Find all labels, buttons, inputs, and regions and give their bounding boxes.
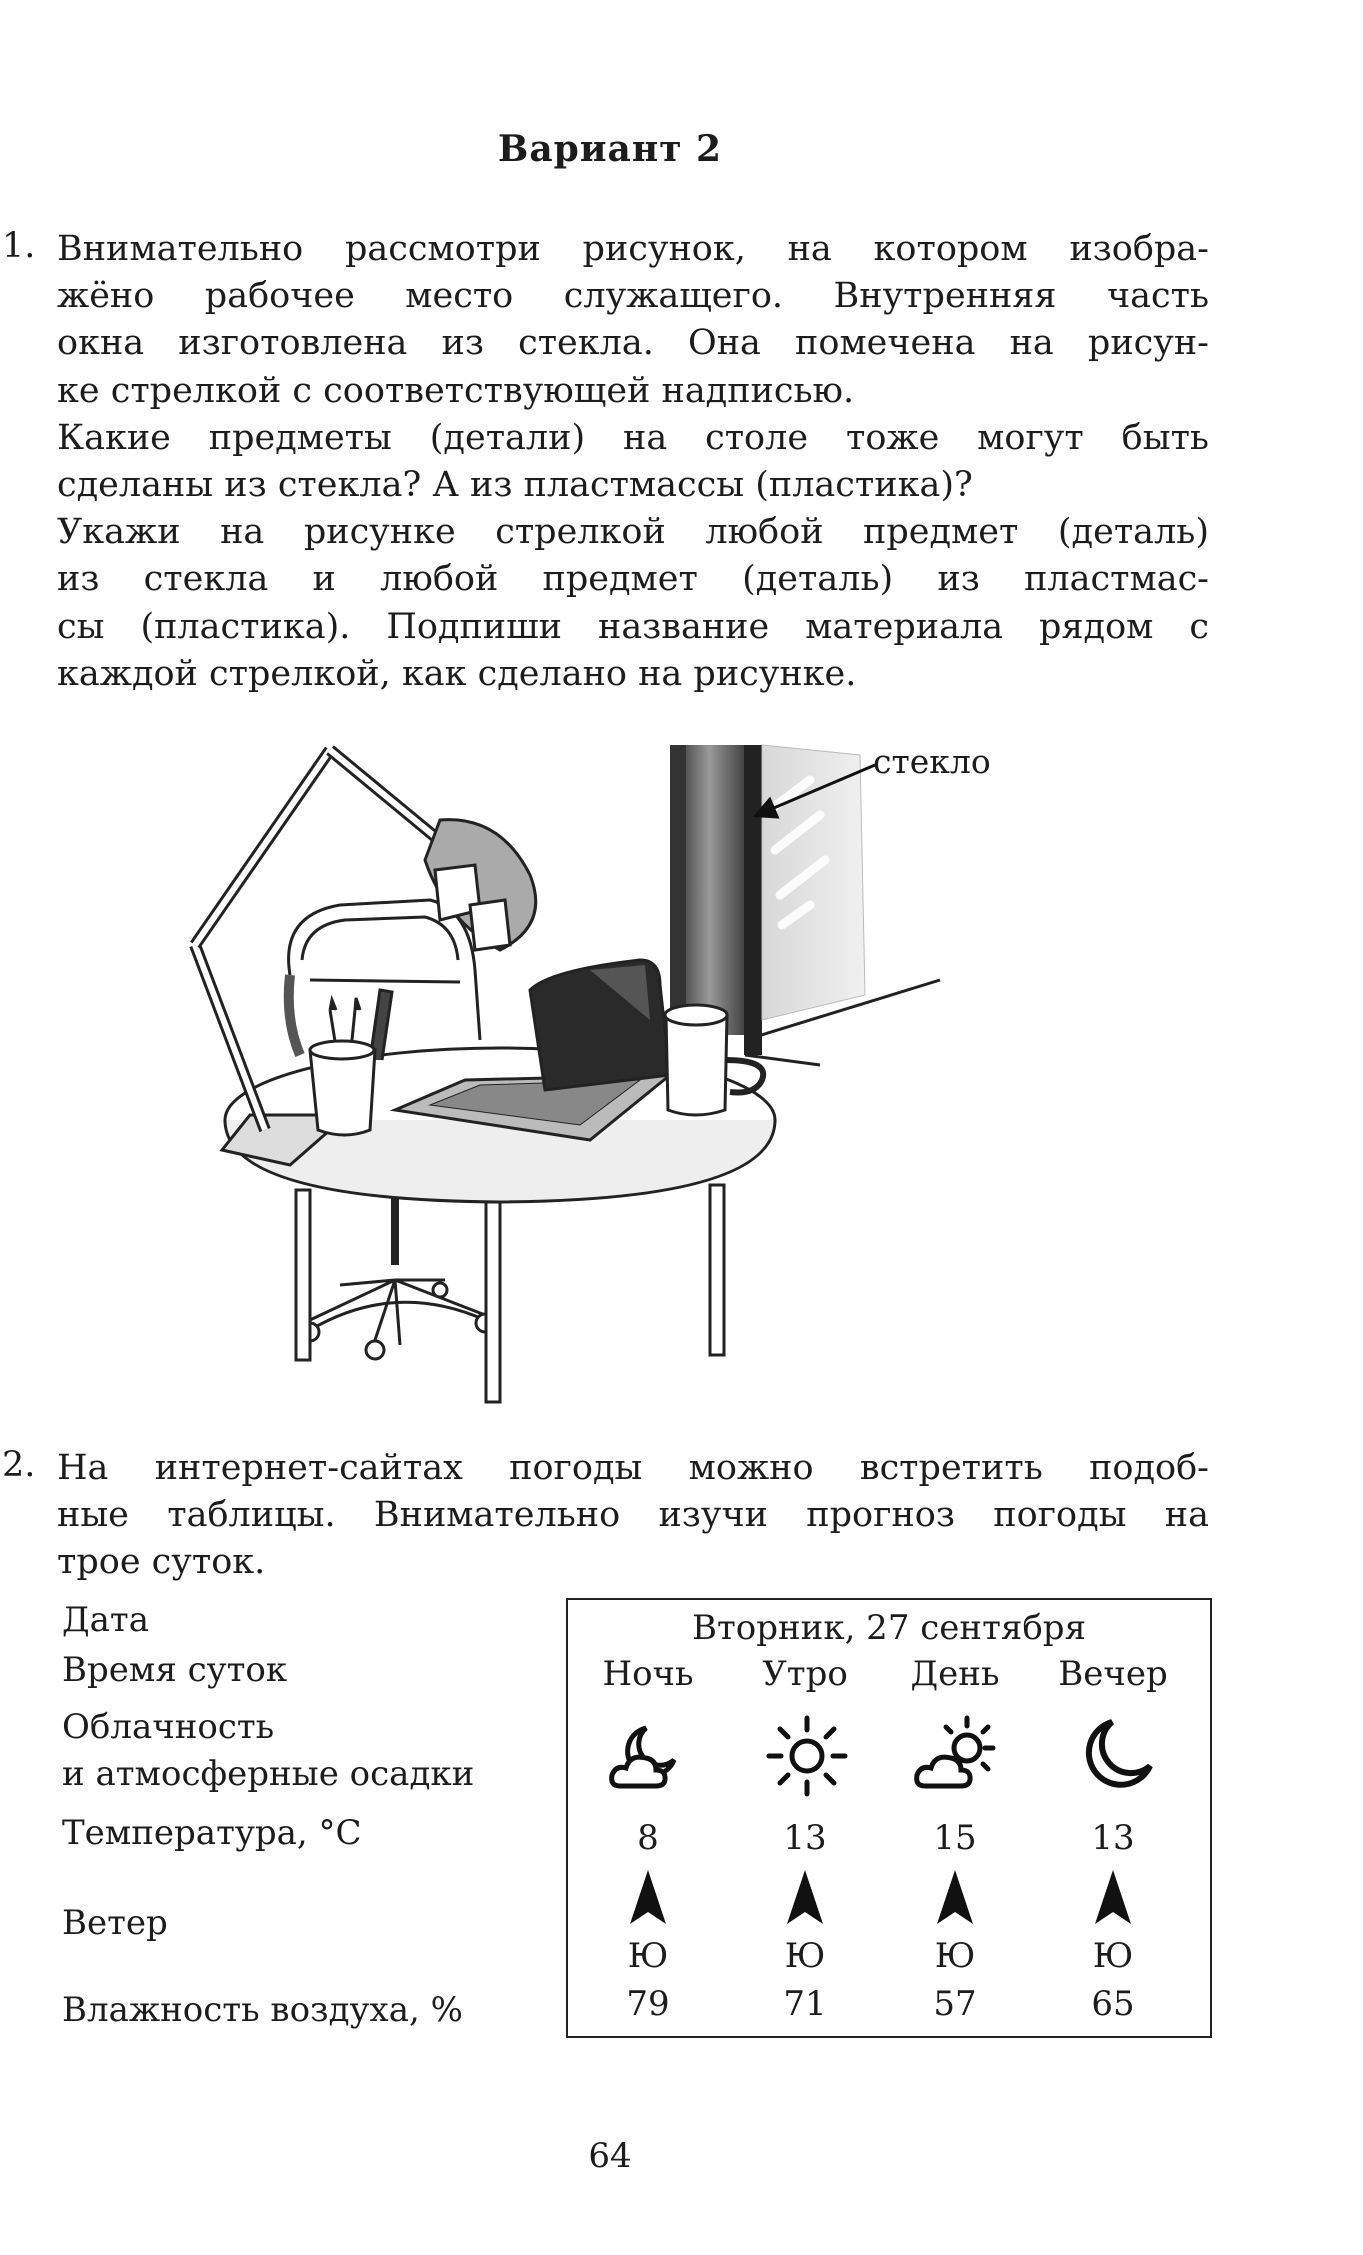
task-1-line: каждой стрелкой, как сделано на рисунке. xyxy=(57,653,857,694)
task-1-line: ке стрелкой с соответствующей надписью. xyxy=(57,370,855,411)
humidity-value: 65 xyxy=(1091,1984,1135,2024)
humidity-value: 71 xyxy=(783,1984,827,2024)
wind-direction: Ю xyxy=(627,1936,669,1976)
task-2-line: ные таблицы. Внимательно изучи прогноз погоды на xyxy=(57,1495,1209,1536)
label-wind: Ветер xyxy=(62,1903,168,1943)
cloudy-moon-icon xyxy=(608,1718,688,1798)
moon-icon xyxy=(1076,1716,1156,1796)
task-1-text xyxy=(57,226,1209,698)
task-1-line: из стекла и любой предмет (деталь) из пластмас- xyxy=(57,559,1209,600)
task-2-line: На интернет-сайтах погоды можно встретить подоб- xyxy=(57,1448,1209,1488)
temperature-value: 8 xyxy=(637,1818,659,1858)
task-2-text xyxy=(57,1445,1209,1587)
label-time-of-day: Время суток xyxy=(62,1650,288,1690)
task-2-number: 2. xyxy=(2,1445,36,1485)
wind-direction: Ю xyxy=(934,1936,976,1976)
weather-forecast-table xyxy=(566,1598,1212,2038)
task-1-number: 1. xyxy=(2,226,36,266)
period-name: Ночь xyxy=(602,1654,694,1694)
wind-direction: Ю xyxy=(784,1936,826,1976)
temperature-value: 15 xyxy=(933,1818,977,1858)
wind-arrow-icon xyxy=(785,1868,825,1928)
task-1-line: Укажи на рисунке стрелкой любой предмет (деталь) xyxy=(57,512,1209,553)
task-1-line: жёно рабочее место служащего. Внутренняя часть xyxy=(57,276,1209,317)
humidity-value: 79 xyxy=(626,1984,670,2024)
page-number: 64 xyxy=(588,2136,632,2176)
wind-arrow-icon xyxy=(628,1868,668,1928)
workplace-illustration xyxy=(170,720,1010,1410)
wind-direction: Ю xyxy=(1092,1936,1134,1976)
task-1-line: окна изготовлена из стекла. Она помечена на рисун- xyxy=(57,323,1209,364)
label-date: Дата xyxy=(62,1600,149,1640)
sun-icon xyxy=(765,1714,849,1798)
label-clouds-2: и атмосферные осадки xyxy=(62,1754,475,1794)
label-clouds-1: Облачность xyxy=(62,1707,275,1747)
task-1-line: Внимательно рассмотри рисунок, на котором изобра- xyxy=(57,229,1209,269)
period-name: Утро xyxy=(762,1654,848,1694)
temperature-value: 13 xyxy=(1091,1818,1135,1858)
period-name: День xyxy=(910,1654,1000,1694)
wind-arrow-icon xyxy=(935,1868,975,1928)
task-2-line: трое суток. xyxy=(57,1542,266,1583)
page-title: Вариант 2 xyxy=(497,128,723,170)
wind-arrow-icon xyxy=(1093,1868,1133,1928)
task-1-line: сделаны из стекла? А из пластмассы (пластика)? xyxy=(57,465,973,506)
period-name: Вечер xyxy=(1058,1654,1168,1694)
label-humidity: Влажность воздуха, % xyxy=(62,1990,463,2030)
forecast-date: Вторник, 27 сентября xyxy=(691,1608,1087,1648)
task-1-line: Какие предметы (детали) на столе тоже могут быть xyxy=(57,417,1209,458)
humidity-value: 57 xyxy=(933,1984,977,2024)
temperature-value: 13 xyxy=(783,1818,827,1858)
glass-label: стекло xyxy=(873,742,991,781)
label-temperature: Температура, °С xyxy=(62,1813,362,1853)
task-1-line: сы (пластика). Подпиши название материала рядом с xyxy=(57,606,1209,647)
cloudy-sun-icon xyxy=(913,1714,999,1798)
